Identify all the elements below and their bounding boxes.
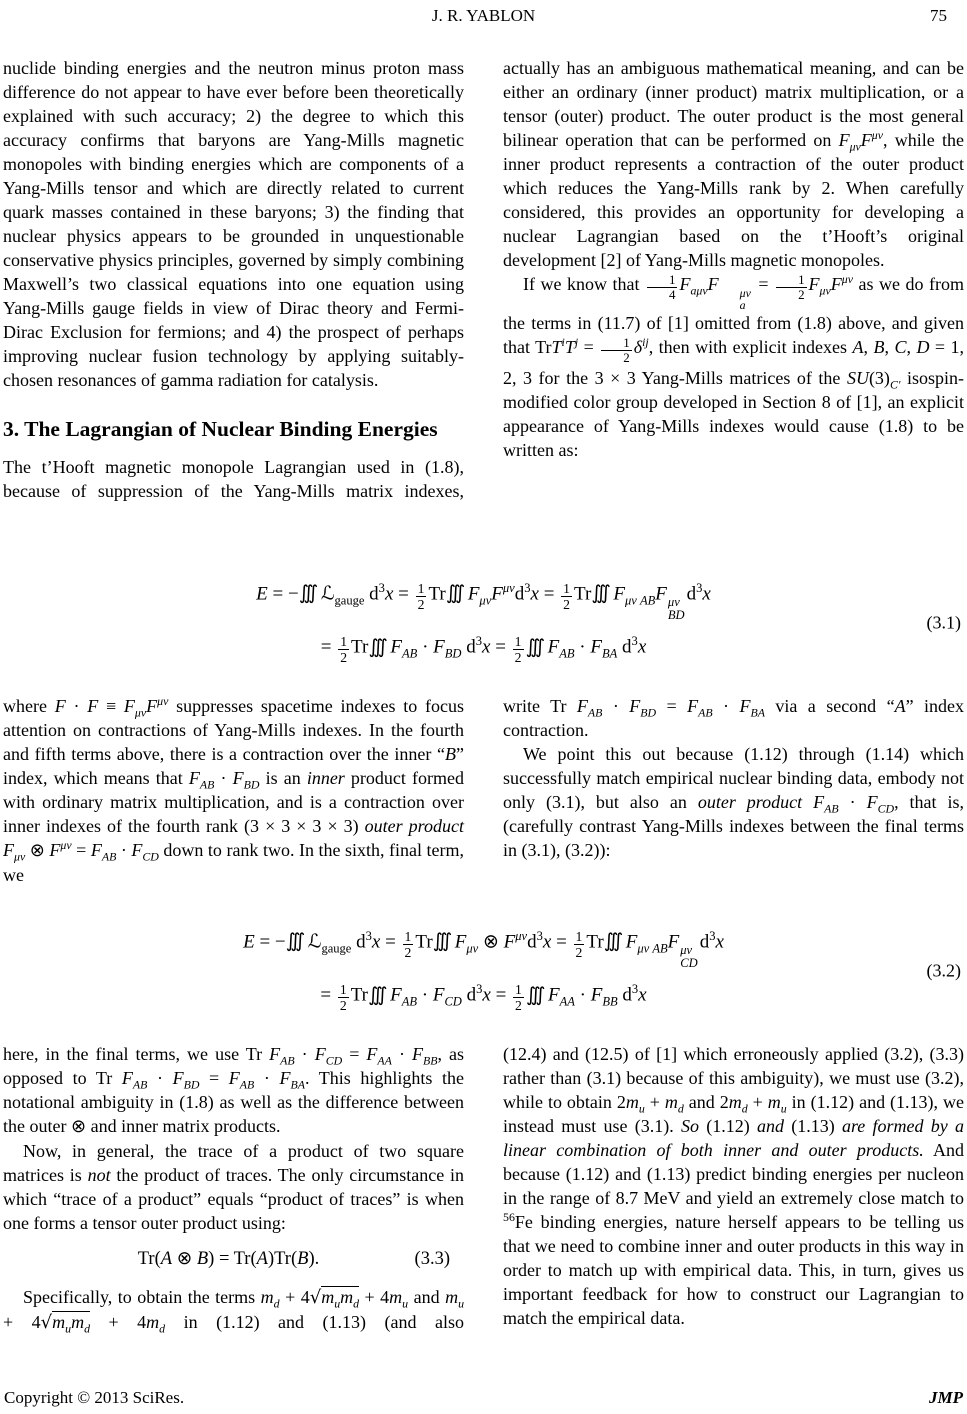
copyright-notice: Copyright © 2013 SciRes. (4, 1388, 185, 1407)
right-paragraph-ambiguous: actually has an ambiguous mathematical meaning, and can be either an ordinary (inner product) matrix multiplication, or a tensor (outer) product. The outer product is the most general bilinear operation that can be performed on $F_{\mu\nu}F^{\mu\nu}$, while the inner product represents a contraction of the outer product which reduces the Yang-Mills rank by 2. When carefully considered, this provides an opportunity for developing a nuclear Lagrangian based on the t’Hooft’s original development [2] of Yang-Mills magnetic monopoles. (503, 58, 964, 270)
left-column-top (3, 56, 464, 552)
page-header (2, 6, 965, 26)
page-footer (4, 1388, 963, 1408)
section-heading: 3. The Lagrangian of Nuclear Binding Energies (3, 417, 438, 441)
right-paragraph-write: write Tr $F_{AB} \cdot F_{BD} = F_{AB} \cdot F_{BA}$ via a second “A” index contraction. (503, 696, 965, 740)
body-row-middle (2, 694, 965, 900)
page-number: 75 (930, 6, 947, 25)
equation-3-2-line-2: = $\frac{1}{2}$ Tr∫∫∫ $F_{AB} \cdot F_{CD}$ $d^3x$ = $\frac{1}{2}$ ∫∫∫ $F_{AA} \cdot F_{BB}$ $d^3x$ (320, 982, 647, 1014)
equation-3-1-line-2: = $\frac{1}{2}$ Tr∫∫∫ $F_{AB} \cdot F_{BD}$ $d^3x$ = $\frac{1}{2}$ ∫∫∫ $F_{AB} \cdot F_{BA}$ $d^3x$ (320, 634, 647, 666)
right-column-middle (503, 694, 964, 900)
right-column-bottom (503, 1042, 964, 1335)
left-paragraph-where: where $F \cdot F \equiv F_{\mu\nu}F^{\mu\nu}$ suppresses spacetime indexes to focus attention on contractions of Yang-Mills indexes. In the fourth and fifth terms above, there is a contraction over the inner “B” index, which means that $F_{AB} \cdot F_{BD}$ is an inner product formed with ordinary matrix multiplication, and is a contraction over inner indexes of the fourth rank (3 × 3 × 3 × 3) outer product $F_{\mu\nu}$ ⊗ $F^{\mu\nu} = F_{AB} \cdot F_{CD}$ down to rank two. In the sixth, final term, we (3, 694, 465, 885)
right-paragraph-we-point: We point this out because (1.12) through (1.14) which successfully match empirical nuclear binding data, embody not only (3.1), but also an outer product $F_{AB} \cdot F_{CD}$, that is, (carefully contrast Yang-Mills indexes between the final terms in (3.1), (3.2)): (503, 744, 964, 860)
equation-3-3-number: (3.3) (414, 1249, 450, 1269)
left-paragraph-now-in-general: Now, in general, the trace of a product of two square matrices is not the product of traces. The only circumstance in which “trace of a product” equals “product of traces” is when one forms a tensor outer product using: (3, 1141, 465, 1233)
equation-3-2 (2, 900, 965, 1042)
running-title: J. R. YABLON (431, 6, 536, 25)
journal-abbreviation: JMP (929, 1388, 963, 1407)
equation-3-3-body: Tr(A ⊗ B) = Tr(A)Tr(B). (137, 1248, 320, 1269)
body-row-bottom (2, 1042, 965, 1335)
equation-3-2-number: (3.2) (926, 960, 961, 981)
left-column-middle (3, 694, 464, 900)
equation-3-1-number: (3.1) (926, 612, 961, 633)
equation-3-2-line-1: E = −∫∫∫ ℒ$_{gauge}$ $d^3x$ = $\frac{1}{2}$ Tr∫∫∫ $F_{\mu\nu}$ ⊗ $F^{\mu\nu}d^3x$ = $\frac{1}{2}$ Tr∫∫∫ $F_{\mu\nu AB}F$ μν CD $d^3x$ (243, 928, 724, 971)
left-paragraph-lagrangian: The t’Hooft magnetic monopole Lagrangian used in (1.8), because of suppression of the Yang-Mills matrix indexes, (3, 457, 464, 501)
right-paragraph-erroneous: (12.4) and (12.5) of [1] which erroneously applied (3.2), (3.3) rather than (3.1) because of this ambiguity), we must use (3.2), while to obtain $2m_u + m_d$ and $2m_d + m_u$ in (1.12) and (1.13), we instead must use (3.1). So (1.12) and (1.13) are formed by a linear combination of both inner and outer products. And because (1.12) and (1.13) predict binding energies per nucleon in the range of 8.7 MeV and yield an extremely close match to $^{56}$Fe binding energies, nature herself appears to be telling us that we need to combine inner and outer products in this way in order to match up with empirical data. This, in turn, gives us important feedback for how to construct our Lagrangian to match the empirical data. (503, 1044, 964, 1328)
right-paragraph-if-we-know: If we know that $\frac{1}{4}$ $F_{a\mu\nu}F$ μν a = $\frac{1}{2}$ $F_{\mu\nu}F^{\mu\nu}$ as we do from the terms in (11.7) of [1] omitted from (1.8) above, and given that $TrT^iT^j$ = $\frac{1}{2}$ $\delta^{ij}$, then with explicit indexes A, B, C, D = 1, 2, 3 for the 3 × 3 Yang-Mills matrices of the $SU(3)_{C'}$ isospin-modified color group developed in Section 8 of [1], an explicit appearance of Yang-Mills indexes would cause (1.8) to be written as: (503, 271, 965, 460)
right-column-top (503, 56, 964, 552)
left-paragraph-specifically: Specifically, to obtain the terms $m_d + 4√m_um_d + 4m_u$ and $m_u + 4√m_um_d + 4m_d$ in (1.12) and (1.13) (and also (3, 1287, 464, 1336)
left-paragraph-here-final: here, in the final terms, we use Tr $F_{AB} \cdot F_{CD} = F_{AA} \cdot F_{BB}$, as opposed to Tr $F_{AB} \cdot F_{BD} = F_{AB} \cdot F_{BA}$. This highlights the notational ambiguity in (1.8) as well as the difference between the outer ⊗ and inner matrix products. (3, 1044, 465, 1137)
left-paragraph-continuation: nuclide binding energies and the neutron minus proton mass difference do not appear to have ever before been theoretically explained with such accuracy; 2) the degree to which this accuracy confirms that baryons are Yang-Mills magnetic monopoles with binding energies which are components of a Yang-Mills tensor and which are directly related to current quark masses contained in these baryons; 3) the finding that nuclear physics appears to be grounded in unquestionable conservative physics principles, governed by simply combining Maxwell’s two classical equations into one equation using Yang-Mills gauge fields in view of Dirac theory and Fermi-Dirac Exclusion for fermions; and 4) the prospect of perhaps improving nuclear fusion technology by applying suitably-chosen resonances of gamma radiation for catalysis. (3, 58, 464, 390)
body-row-top (2, 56, 965, 552)
equation-3-1-line-1: E = −∫∫∫ ℒ$_{gauge}$ $d^3x$ = $\frac{1}{2}$ Tr∫∫∫ $F_{\mu\nu}F^{\mu\nu}d^3x$ = $\frac{1}{2}$ Tr∫∫∫ $F_{\mu\nu AB}F$ μν BD $d^3x$ (256, 580, 711, 623)
equation-3-3 (3, 1247, 454, 1271)
equation-3-1 (2, 552, 965, 694)
left-column-bottom (3, 1042, 464, 1335)
